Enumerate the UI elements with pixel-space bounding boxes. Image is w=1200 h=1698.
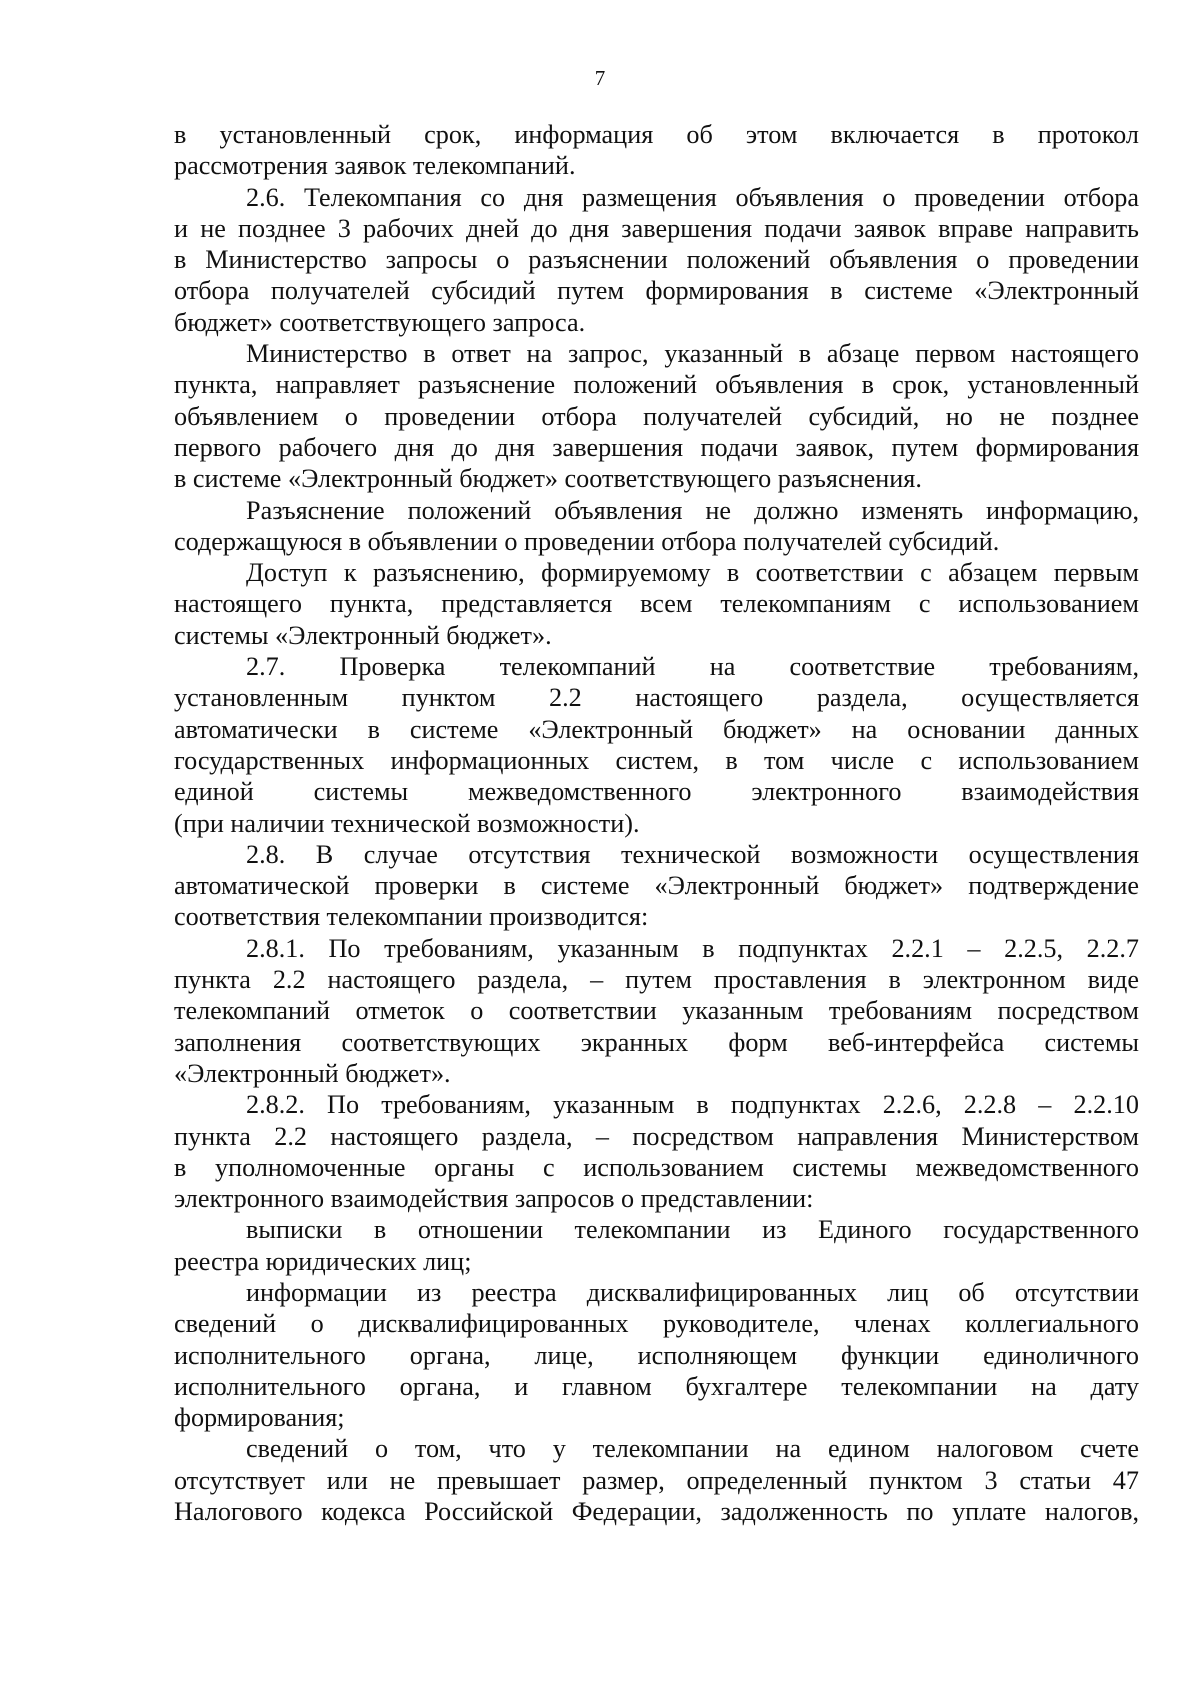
- text-line: отсутствует или не превышает размер, определенный пунктом 3 статьи 47: [174, 1465, 1139, 1495]
- text-line: бюджет» соответствующего запроса.: [174, 307, 586, 337]
- text-line: 2.8.2. По требованиям, указанным в подпунктах 2.2.6, 2.2.8 – 2.2.10: [246, 1090, 1139, 1120]
- text-line: объявлением о проведении отбора получателей субсидий, но не позднее: [174, 401, 1139, 431]
- text-line: Разъяснение положений объявления не должно изменять информацию,: [246, 495, 1139, 525]
- text-line: пункта 2.2 настоящего раздела, – посредством направления Министерством: [174, 1121, 1139, 1151]
- document-body: [174, 119, 1139, 1527]
- text-line: установленным пунктом 2.2 настоящего раздела, осуществляется: [174, 683, 1139, 713]
- text-line: заполнения соответствующих экранных форм веб-интерфейса системы: [174, 1027, 1139, 1057]
- text-line: содержащуюся в объявлении о проведении отбора получателей субсидий.: [174, 526, 1000, 556]
- text-line: Министерство в ответ на запрос, указанный в абзаце первом настоящего: [246, 339, 1139, 369]
- text-line: формирования;: [174, 1403, 345, 1433]
- text-line: электронного взаимодействия запросов о представлении:: [174, 1184, 814, 1214]
- text-line: реестра юридических лиц;: [174, 1246, 472, 1276]
- text-line: и не позднее 3 рабочих дней до дня завершения подачи заявок вправе направить: [174, 213, 1139, 243]
- text-line: в системе «Электронный бюджет» соответствующего разъяснения.: [174, 464, 922, 494]
- text-line: сведений о дисквалифицированных руководителе, членах коллегиального: [174, 1309, 1139, 1339]
- text-line: 2.6. Телекомпания со дня размещения объявления о проведении отбора: [246, 182, 1139, 212]
- text-line: соответствия телекомпании производится:: [174, 902, 649, 932]
- text-line: (при наличии технической возможности).: [174, 808, 640, 838]
- text-line: автоматической проверки в системе «Электронный бюджет» подтверждение: [174, 871, 1139, 901]
- text-line: рассмотрения заявок телекомпаний.: [174, 151, 576, 181]
- text-line: отбора получателей субсидий путем формирования в системе «Электронный: [174, 276, 1139, 306]
- text-line: 2.8. В случае отсутствия технической возможности осуществления: [246, 839, 1139, 869]
- text-line: настоящего пункта, представляется всем телекомпаниям с использованием: [174, 589, 1139, 619]
- text-line: информации из реестра дисквалифицированных лиц об отсутствии: [246, 1277, 1139, 1307]
- text-line: 2.8.1. По требованиям, указанным в подпунктах 2.2.1 – 2.2.5, 2.2.7: [246, 933, 1139, 963]
- text-line: в Министерство запросы о разъяснении положений объявления о проведении: [174, 245, 1139, 275]
- text-line: исполнительного органа, лице, исполняющем функции единоличного: [174, 1340, 1139, 1370]
- text-line: «Электронный бюджет».: [174, 1058, 451, 1088]
- text-line: системы «Электронный бюджет».: [174, 620, 552, 650]
- text-line: Налогового кодекса Российской Федерации, задолженность по уплате налогов,: [174, 1497, 1139, 1527]
- text-line: 2.7. Проверка телекомпаний на соответствие требованиям,: [246, 652, 1139, 682]
- text-line: государственных информационных систем, в том числе с использованием: [174, 745, 1139, 775]
- text-line: автоматически в системе «Электронный бюджет» на основании данных: [174, 714, 1139, 744]
- text-line: единой системы межведомственного электронного взаимодействия: [174, 777, 1139, 807]
- text-line: Доступ к разъяснению, формируемому в соответствии с абзацем первым: [246, 558, 1139, 588]
- text-line: пункта 2.2 настоящего раздела, – путем проставления в электронном виде: [174, 965, 1139, 995]
- text-line: выписки в отношении телекомпании из Единого государственного: [246, 1215, 1139, 1245]
- text-line: сведений о том, что у телекомпании на едином налоговом счете: [246, 1434, 1139, 1464]
- text-line: исполнительного органа, и главном бухгалтере телекомпании на дату: [174, 1371, 1139, 1401]
- text-line: в уполномоченные органы с использованием системы межведомственного: [174, 1152, 1139, 1182]
- text-line: телекомпаний отметок о соответствии указанным требованиям посредством: [174, 996, 1139, 1026]
- page-number: 7: [594, 66, 606, 90]
- text-line: пункта, направляет разъяснение положений объявления в срок, установленный: [174, 370, 1139, 400]
- text-line: в установленный срок, информация об этом включается в протокол: [174, 120, 1139, 149]
- text-line: первого рабочего дня до дня завершения подачи заявок, путем формирования: [174, 432, 1139, 462]
